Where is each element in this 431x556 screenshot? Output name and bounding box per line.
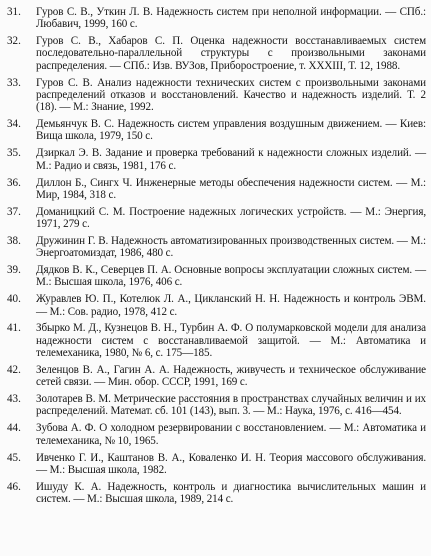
reference-number: 40. [7, 293, 21, 306]
reference-text: Зубова А. Ф. О холодном резервировании с восстановлением. — М.: Автоматика и телемеханика, № 10, 1965. [36, 422, 426, 447]
reference-item [6, 264, 426, 289]
reference-number: 38. [7, 234, 21, 247]
reference-number: 34. [7, 118, 21, 131]
reference-number: 39. [7, 264, 21, 277]
reference-item [6, 452, 426, 477]
reference-text: Гуров С. В., Уткин Л. В. Надежность систем при неполной информации. — СПб.: Любавич, 1999, 160 с. [36, 6, 426, 31]
reference-item [6, 364, 426, 389]
reference-number: 33. [7, 76, 21, 89]
reference-item [6, 235, 426, 260]
reference-text: Золотарев В. М. Метрические расстояния в пространствах случайных величин и их распределений. Математ. сб. 101 (143), вып. 3. — М.: Наука, 1976, с. 416—454. [36, 393, 426, 418]
reference-item [6, 206, 426, 231]
reference-item [6, 422, 426, 447]
reference-item [6, 393, 426, 418]
reference-item [6, 147, 426, 172]
reference-number: 31. [7, 6, 21, 18]
reference-number: 35. [7, 147, 21, 160]
reference-number: 46. [7, 480, 21, 493]
reference-item [6, 77, 426, 114]
reference-text: Журавлев Ю. П., Котелюк Л. А., Цикланский Н. Н. Надежность и контроль ЭВМ. — М.: Сов. радио, 1978, 412 с. [36, 293, 426, 318]
reference-item [6, 118, 426, 143]
reference-number: 36. [7, 176, 21, 189]
reference-text: Гуров С. В., Хабаров С. П. Оценка надежности восстанавливаемых систем последовательно-параллельной структуры с произвольными законами распределения. — СПб.: Изв. ВУЗов, Приборостроение, т. XXXIII, Т. 12, 1988. [36, 35, 426, 72]
reference-number: 42. [7, 363, 21, 376]
reference-text: Ивченко Г. И., Каштанов В. А., Коваленко И. Н. Теория массового обслуживания. — М.: Высшая школа, 1982. [36, 451, 426, 476]
reference-number: 37. [7, 205, 21, 218]
reference-item [6, 322, 426, 359]
reference-item [6, 177, 426, 202]
reference-text: Демьянчук В. С. Надежность систем управления воздушным движением. — Киев: Вища школа, 1979, 150 с. [36, 118, 426, 143]
reference-text: Дружинин Г. В. Надежность автоматизированных производственных систем. — М.: Энергоатомиздат, 1986, 480 с. [36, 234, 426, 260]
reference-number: 32. [7, 35, 21, 48]
reference-text: Збырко М. Д., Кузнецов В. Н., Турбин А. Ф. О полумарковской модели для анализа надежности систем с восстанавливаемой защитой. — М.: Автоматика и телемеханика, 1980, № 6, с. 175—185. [36, 322, 426, 360]
reference-item [6, 481, 426, 506]
reference-text: Гуров С. В. Анализ надежности технических систем с произвольными законами распределений отказов и восстановлений. Качество и надежность изделий. Т. 2 (18). — М.: Знание, 1992. [36, 76, 426, 114]
reference-item [6, 293, 426, 318]
reference-text: Дядков В. К., Северцев П. А. Основные вопросы эксплуатации сложных систем. — М.: Высшая школа, 1976, 406 с. [36, 264, 426, 289]
reference-text: Диллон Б., Сингх Ч. Инженерные методы обеспечения надежности систем. — М.: Мир, 1984, 318 с. [36, 176, 426, 201]
reference-number: 41. [7, 322, 21, 335]
reference-item [6, 35, 426, 72]
reference-text: Дзиркал Э. В. Задание и проверка требований к надежности сложных изделий. — М.: Радио и связь, 1981, 176 с. [36, 147, 426, 172]
reference-text: Ишуду К. А. Надежность, контроль и диагностика вычислительных машин и систем. — М.: Высшая школа, 1989, 214 с. [36, 480, 426, 505]
reference-number: 44. [7, 422, 21, 435]
reference-number: 43. [7, 393, 21, 406]
reference-item [6, 6, 426, 31]
reference-number: 45. [7, 451, 21, 464]
reference-text: Зеленцов В. А., Гагин А. А. Надежность, живучесть и техническое обслуживание сетей связи. — Мин. обор. СССР, 1991, 169 с. [36, 363, 426, 389]
reference-text: Доманицкий С. М. Построение надежных логических устройств. — М.: Энергия, 1971, 279 с. [36, 205, 426, 231]
reference-list [6, 6, 426, 510]
